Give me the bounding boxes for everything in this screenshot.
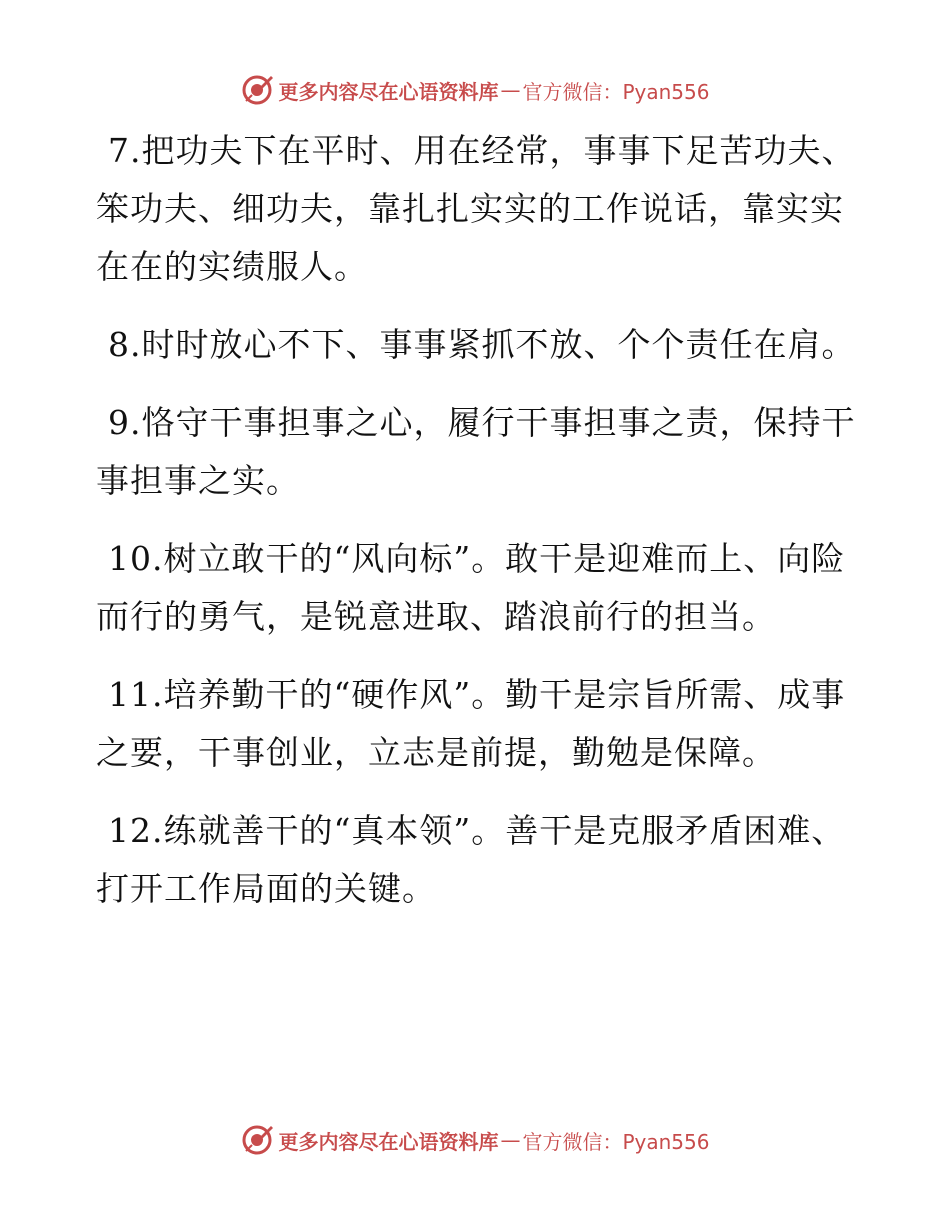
pen-logo-icon — [240, 1123, 274, 1157]
footer-brand-text: 更多内容尽在心语资料库 — [278, 1129, 499, 1154]
header-dash: — — [500, 78, 521, 102]
paragraph-7: 7.把功夫下在平时、用在经常，事事下足苦功夫、笨功夫、细功夫，靠扎扎实实的工作说话，靠实实在在的实绩服人。 — [96, 131, 856, 286]
footer-contact-text: 官方微信：Pyan556 — [522, 1129, 710, 1154]
document-body — [96, 122, 856, 938]
pen-logo-icon — [240, 73, 274, 107]
footer-banner — [0, 1120, 950, 1160]
paragraph-12: 12.练就善干的“真本领”。善干是克服矛盾困难、打开工作局面的关键。 — [96, 811, 846, 908]
header-brand-text: 更多内容尽在心语资料库 — [278, 79, 499, 104]
header-contact-text: 官方微信：Pyan556 — [522, 79, 710, 104]
paragraph-9: 9.恪守干事担事之心，履行干事担事之责，保持干事担事之实。 — [96, 403, 856, 500]
header-banner — [0, 70, 950, 110]
paragraph-8: 8.时时放心不下、事事紧抓不放、个个责任在肩。 — [108, 325, 856, 364]
paragraph-10: 10.树立敢干的“风向标”。敢干是迎难而上、向险而行的勇气，是锐意进取、踏浪前行的担当。 — [96, 539, 846, 636]
footer-dash: — — [500, 1128, 521, 1152]
paragraph-11: 11.培养勤干的“硬作风”。勤干是宗旨所需、成事之要，干事创业，立志是前提，勤勉是保障。 — [96, 675, 846, 772]
